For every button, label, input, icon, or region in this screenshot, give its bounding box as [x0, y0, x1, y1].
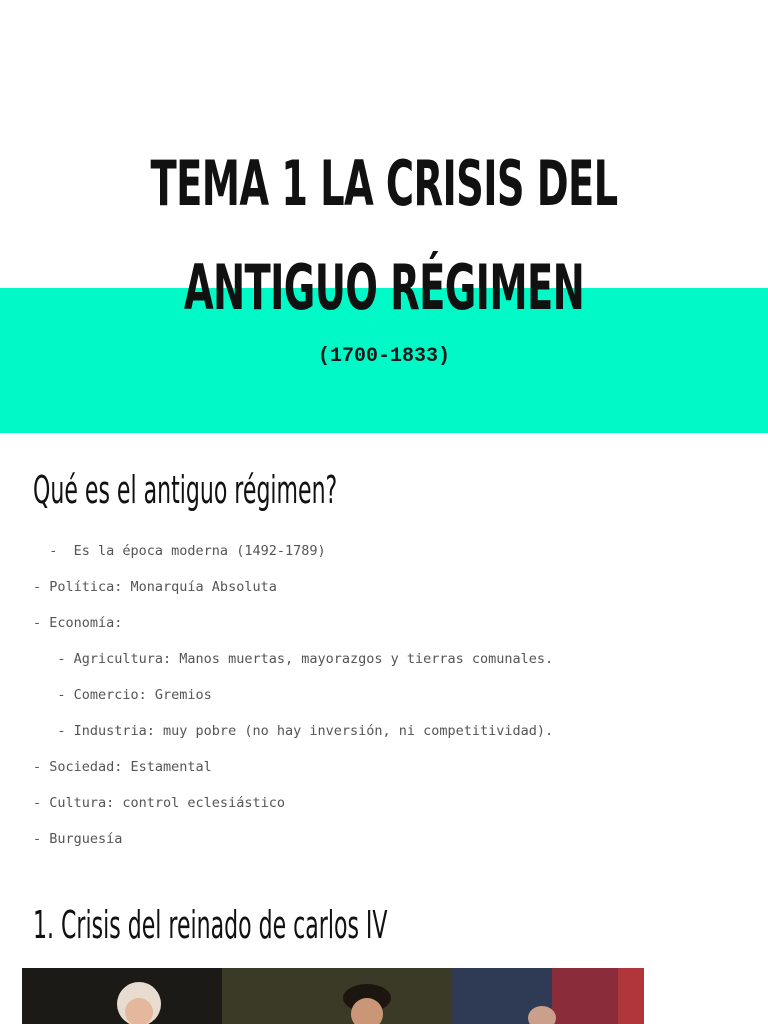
- section-heading-antiguo-regimen: Qué es el antiguo régimen?: [33, 468, 338, 512]
- slide-title: [146, 132, 622, 340]
- list-item: - Es la época moderna (1492-1789): [33, 543, 326, 559]
- slide-title-line-2: ANTIGUO RÉGIMEN: [183, 251, 585, 324]
- list-item: - Burguesía: [33, 831, 123, 847]
- date-range: (1700-1833): [317, 345, 451, 368]
- list-item: - Sociedad: Estamental: [33, 759, 212, 775]
- slide-title-line-1: TEMA 1 LA CRISIS DEL: [150, 147, 618, 220]
- list-item: - Industria: muy pobre (no hay inversión, ni competitividad).: [33, 723, 554, 739]
- section-heading-carlos-iv: 1. Crisis del reinado de carlos IV: [33, 903, 388, 947]
- list-item: - Cultura: control eclesiástico: [33, 795, 285, 811]
- portraits-image: [22, 968, 644, 1024]
- list-item: - Comercio: Gremios: [33, 687, 212, 703]
- list-item: - Política: Monarquía Absoluta: [33, 579, 277, 595]
- list-item: - Economía:: [33, 615, 123, 631]
- list-item: - Agricultura: Manos muertas, mayorazgos y tierras comunales.: [33, 651, 554, 667]
- portraits-illustration: [22, 968, 644, 1024]
- bullet-list: [33, 541, 753, 865]
